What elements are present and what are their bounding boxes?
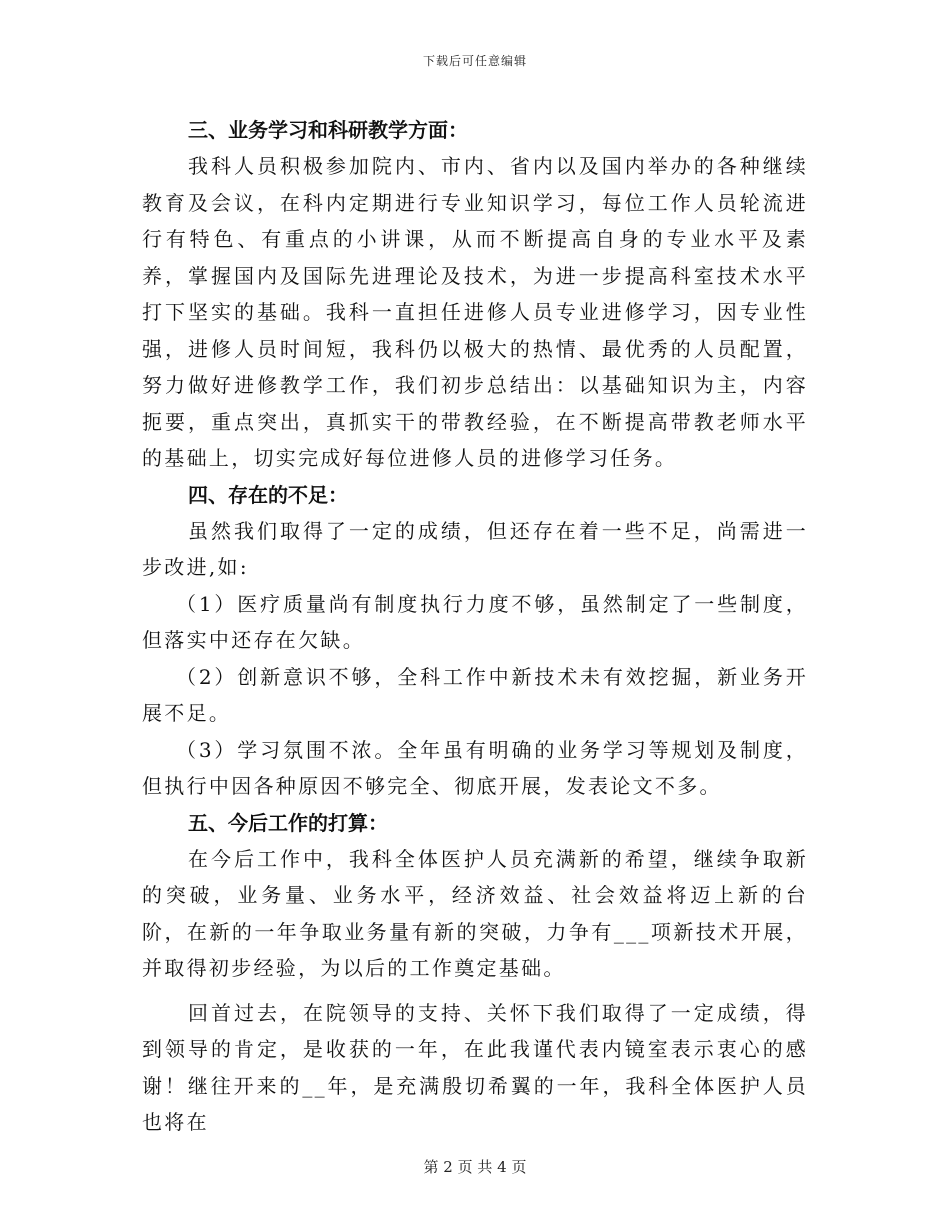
list-item: （1）医疗质量尚有制度执行力度不够，虽然制定了一些制度，但落实中还存在欠缺。 <box>142 591 808 652</box>
section-heading: 五、今后工作的打算： <box>188 810 388 835</box>
page-footer: 第 2 页 共 4 页 <box>423 1158 527 1176</box>
body-paragraph: 回首过去，在院领导的支持、关怀下我们取得了一定成绩，得到领导的肯定，是收获的一年，在此我谨代表内镜室表示衷心的感谢！继往开来的__年，是充满殷切希翼的一年，我科全体医护人员也将在 <box>142 1000 808 1134</box>
list-item: （2）创新意识不够，全科工作中新技术未有效挖掘，新业务开展不足。 <box>142 664 808 725</box>
section-heading: 三、业务学习和科研教学方面： <box>188 118 468 142</box>
section-heading: 四、存在的不足： <box>188 482 348 507</box>
list-item: （3）学习氛围不浓。全年虽有明确的业务学习等规划及制度，但执行中因各种原因不够完全、彻底开展，发表论文不多。 <box>142 737 808 798</box>
body-paragraph: 虽然我们取得了一定的成绩，但还存在着一些不足，尚需进一步改进,如: <box>142 518 808 579</box>
body-paragraph: 在今后工作中，我科全体医护人员充满新的希望，继续争取新的突破，业务量、业务水平，经济效益、社会效益将迈上新的台阶，在新的一年争取业务量有新的突破，力争有___项新技术开展，并取得初步经验，为以后的工作奠定基础。 <box>142 846 808 980</box>
page-header: 下载后可任意编辑 <box>422 54 527 68</box>
body-paragraph: 我科人员积极参加院内、市内、省内以及国内举办的各种继续教育及会议，在科内定期进行专业知识学习，每位工作人员轮流进行有特色、有重点的小讲课，从而不断提高自身的专业水平及素养，掌握国内及国际先进理论及技术，为进一步提高科室技术水平打下坚实的基础。我科一直担任进修人员专业进修学习，因专业性强，进修人员时间短，我科仍以极大的热情、最优秀的人员配置，努力做好进修教学工作，我们初步总结出：以基础知识为主，内容扼要，重点突出，真抓实干的带教经验，在不断提高带教老师水平的基础上，切实完成好每位进修人员的进修学习任务。 <box>142 154 808 470</box>
document-body <box>142 112 808 1141</box>
